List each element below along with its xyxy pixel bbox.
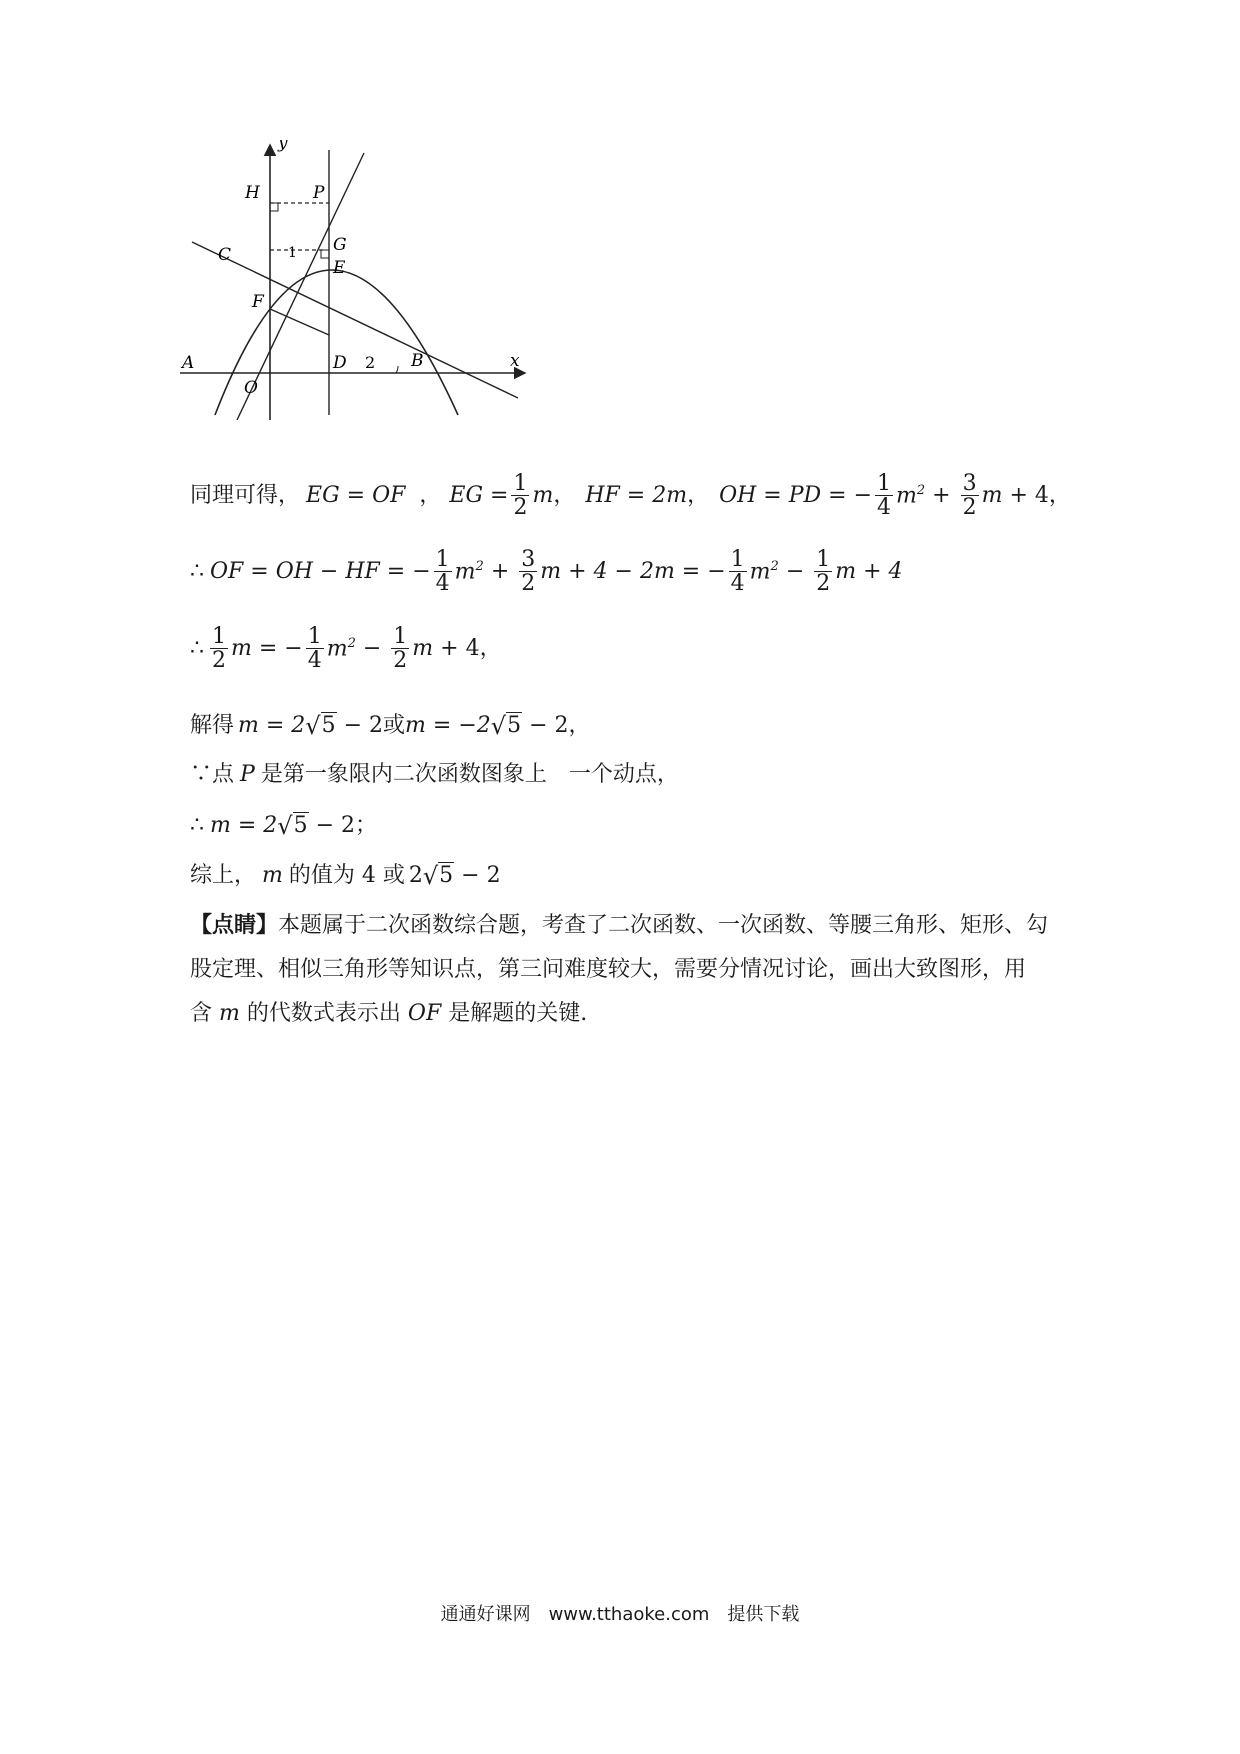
point-p: P [240,762,255,787]
right-angle-mark-h [270,203,278,211]
equation-line-4: 解得 m = 2 √ 5 − 2 或 m = −2 √ 5 − 2， [190,712,591,740]
label-h: H [245,183,260,203]
footer-source: 通通好课网 www.tthaoke.com 提供下载 [440,1604,800,1625]
text-first-quadrant: 是第一象限内二次函数图象上 一个动点， [260,762,679,787]
therefore-symbol: ∴ [190,813,204,839]
equation-line-5 [190,762,679,788]
label-o: O [244,378,258,398]
dianjing-paragraph: 【点睛】本题属于二次函数综合题，考查了二次函数、一次函数、等腰三角形、矩形、勾股定理、相似三角形等知识点，第三问难度较大，需要分情况讨论，画出大致图形，用含 m 的代数式表示出 OF 是解题的关键. [190,912,1049,1026]
equation-line-7: 综上， m 的值为 4 或 2 √ 5 − 2 [190,862,501,890]
equation-line-2: ∴ OF = OH − HF = − $\frac{1}{4}$ $m^2$ + $\frac{3}{2}$ m + 4 − 2m = − $\frac{1}{4}$ $m^2$ − $\frac{1}{2}$ m + 4 [190,547,903,597]
label-a: A [182,353,195,373]
solution-1: m = 2 [238,713,306,739]
label-angle-2: 2 [365,353,376,372]
label-angle-1: 1 [288,245,297,261]
sqrt-5: √ 5 [490,712,522,740]
label-x: x [510,351,520,371]
eq-of-middle: m + 4 − 2m = − [540,558,726,584]
eq-of-end: m + 4 [835,558,903,584]
equation-line-3: ∴ $\frac{1}{2}$ m = − $\frac{1}{4}$ $m^2$ − $\frac{1}{2}$ m + 4， [190,624,502,674]
eq-oh-pd: OH = PD = − [719,482,873,508]
label-d: D [333,353,347,373]
label-e: E [333,258,346,278]
eq-eg-of: EG = OF [306,482,406,508]
text-jiede: 解得 [190,713,235,739]
equation-line-6: ∴ m = 2 √ 5 − 2； [190,812,378,840]
right-angle-mark-g [321,250,329,258]
angle-arc-b [396,366,398,373]
label-y: y [278,140,288,153]
text-tongli: 同理可得， [190,482,301,508]
sqrt-5: √ 5 [277,812,308,840]
label-f: F [252,292,264,312]
sqrt-5: √ 5 [305,712,336,740]
equation-line-1: 同理可得， EG = OF ， EG = $\frac{1}{2}$ m ， HF = 2m ， OH = PD = − $\frac{1}{4}$ $m^2$ + $\frac{3}{2}$ m + 4， [190,471,1071,521]
eq-of-expansion: OF = OH − HF = − [210,558,431,584]
eq-eg: EG = [449,482,509,508]
because-text: ∵点 [190,762,235,787]
text-zongshang: 综上， [190,863,257,889]
label-g: G [333,235,347,255]
line-bc [192,242,518,398]
eq-hf: HF = 2m [585,482,688,508]
solution-2: m = −2 [405,713,491,739]
label-c: C [218,245,232,265]
label-p: P [313,183,325,203]
label-b: B [411,351,424,371]
geometry-figure [180,140,540,420]
therefore-symbol: ∴ [190,558,204,584]
therefore-symbol: ∴ [190,635,204,661]
dianjing-title: 【点睛】 [190,912,279,938]
sqrt-5: √ 5 [422,862,454,890]
text-or: 或 [383,713,406,739]
fraction-half: $\frac{1}{2}$ [513,471,528,521]
